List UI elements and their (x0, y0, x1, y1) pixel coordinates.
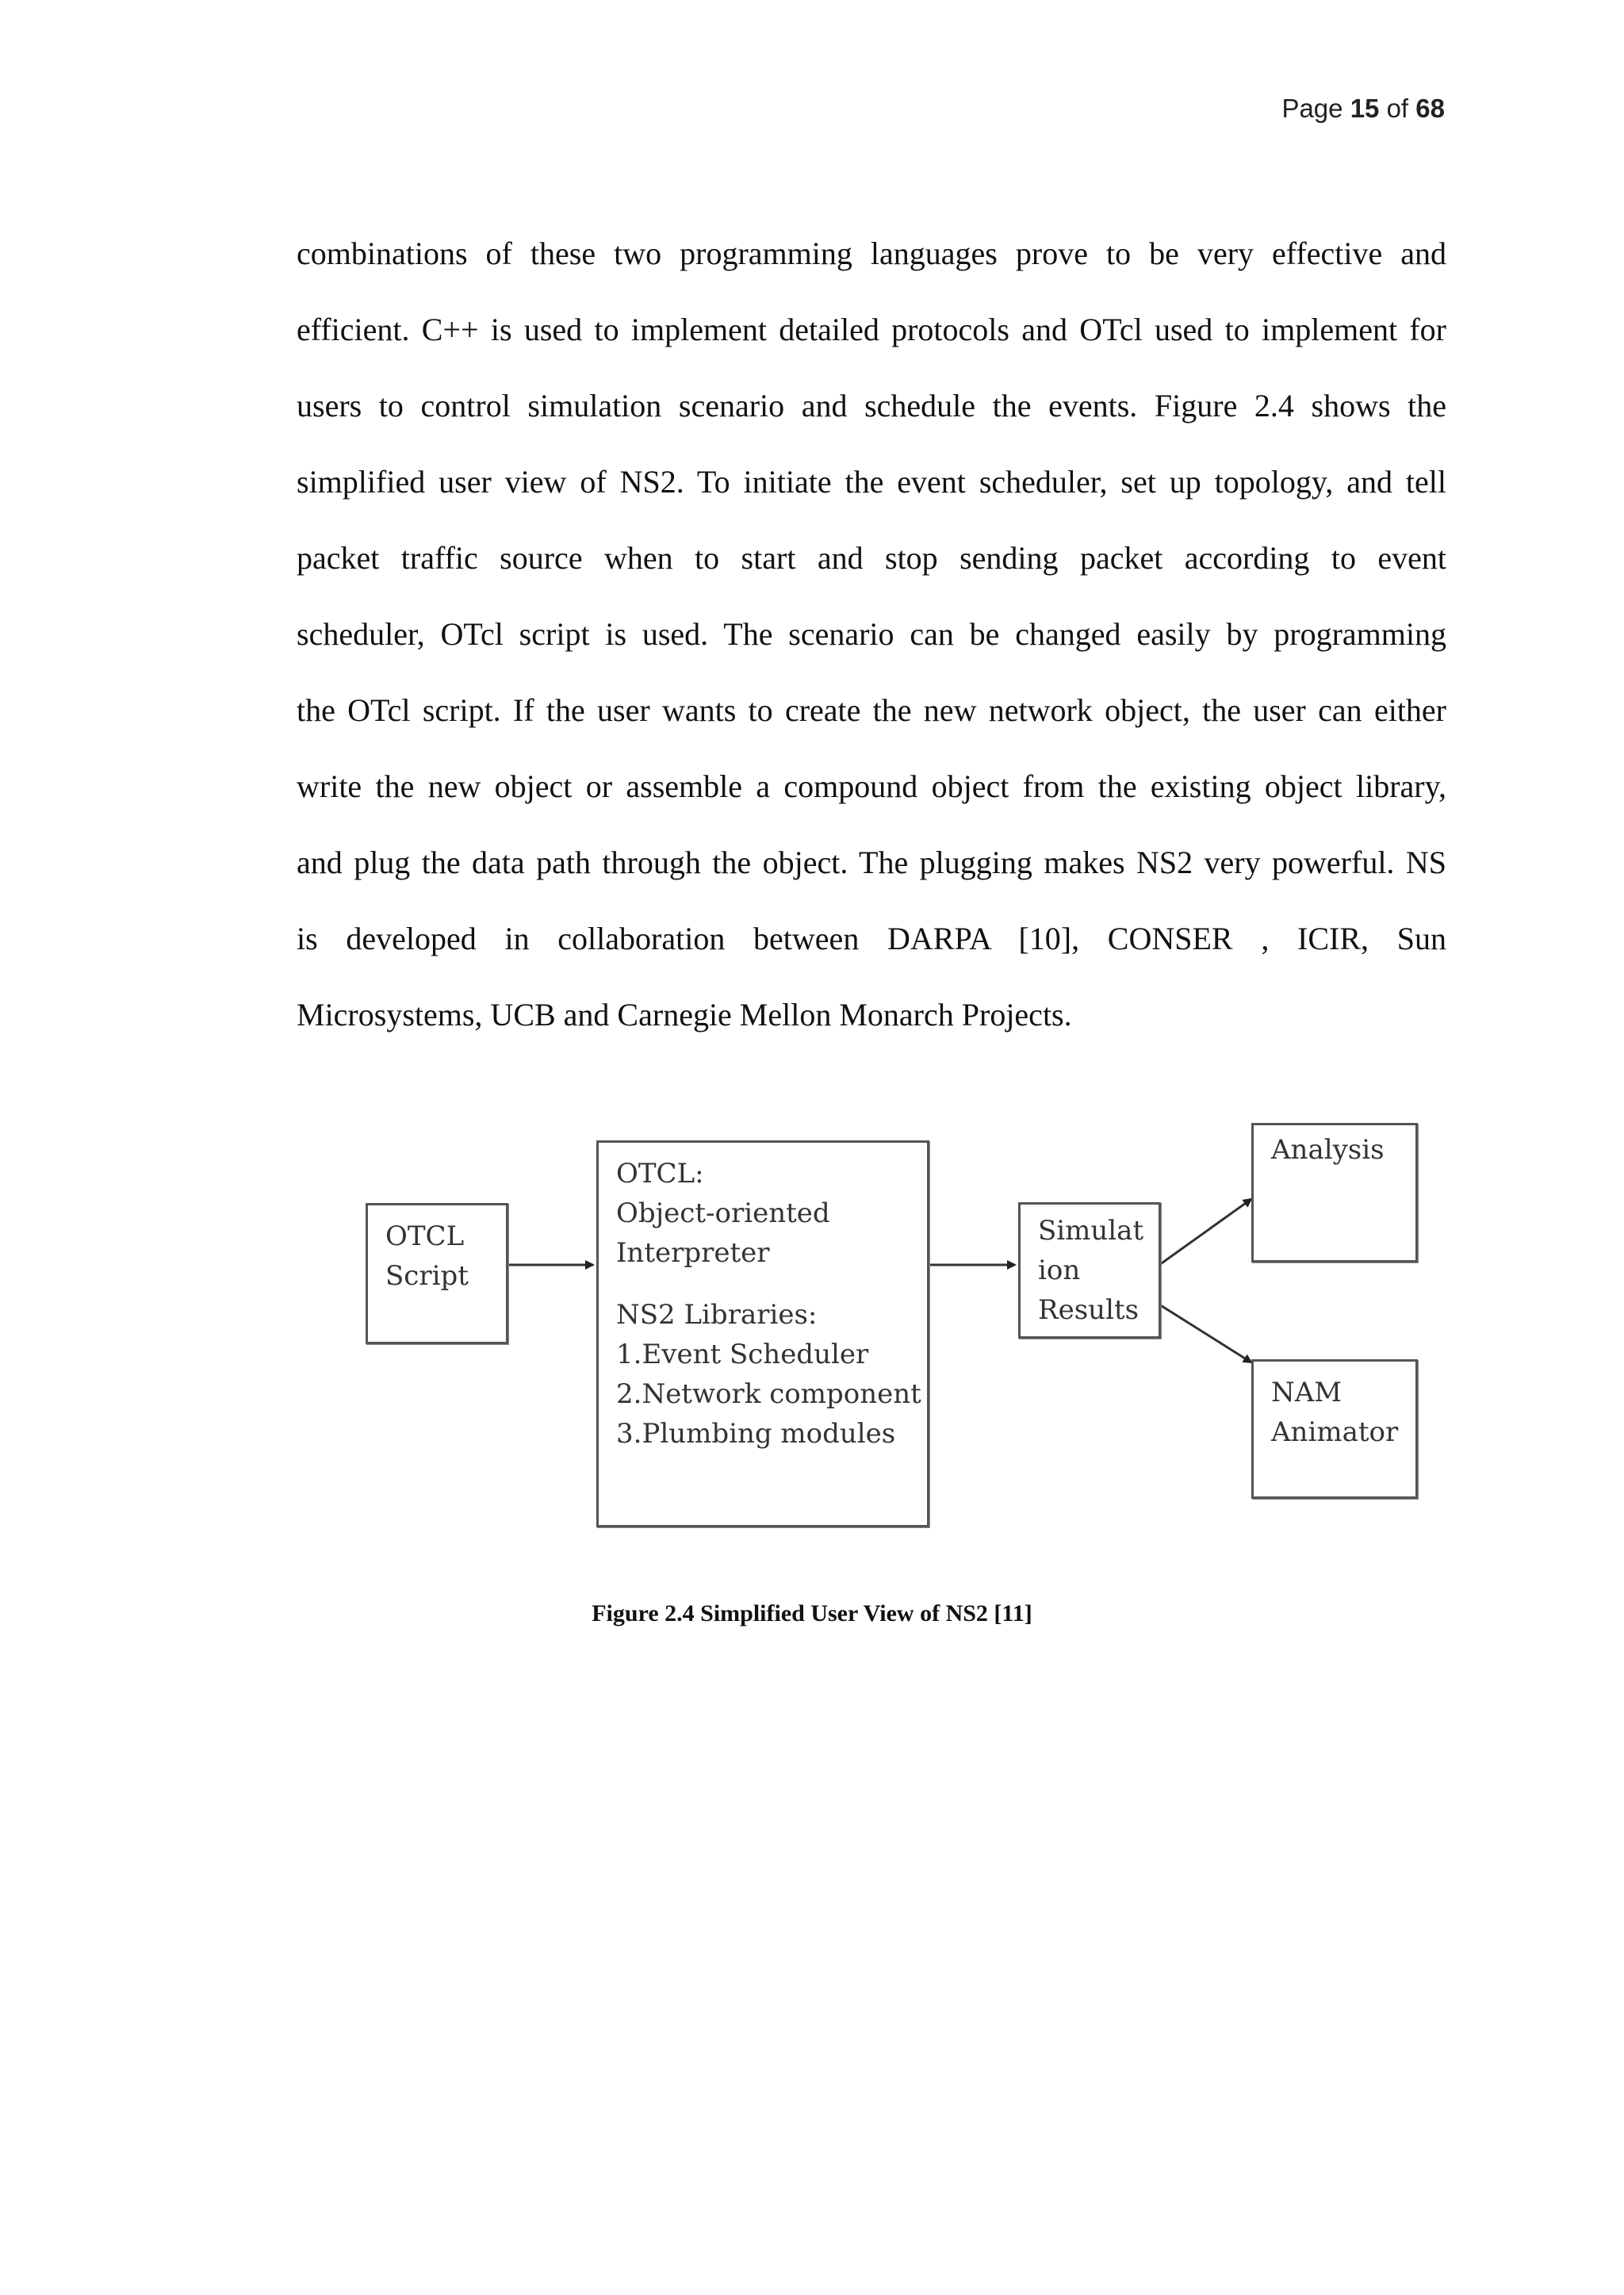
text-line: scheduler, OTcl script is used. The scenario can be changed easily by programming (297, 616, 1446, 652)
text-line: is developed in collaboration between DARPA [10], CONSER , ICIR, Sun (297, 921, 1446, 956)
box-line: Simulat (1038, 1215, 1144, 1247)
arrow-results-to-analysis (1159, 1199, 1251, 1265)
text-line: efficient. C++ is used to implement detailed protocols and OTcl used to implement for (297, 312, 1446, 347)
figure-caption: Figure 2.4 Simplified User View of NS2 [11] (592, 1600, 1032, 1626)
page-total: 68 (1415, 94, 1445, 123)
text-line: write the new object or assemble a compound object from the existing object library, (297, 768, 1446, 804)
page-of: of (1386, 94, 1409, 123)
analysis-box (1251, 1123, 1418, 1262)
page-current: 15 (1350, 94, 1380, 123)
box-line: Interpreter (616, 1237, 770, 1269)
box-line: 1.Event Scheduler (616, 1339, 869, 1370)
box-line: NAM (1271, 1377, 1342, 1408)
box-line: Results (1038, 1294, 1139, 1326)
box-line: 3.Plumbing modules (616, 1418, 896, 1450)
page-number (1281, 94, 1445, 124)
text-line: and plug the data path through the object. The plugging makes NS2 very powerful. NS (297, 845, 1446, 880)
body-paragraph (297, 216, 1446, 1053)
box-line: OTCL: (616, 1158, 704, 1190)
interpreter-box (596, 1140, 929, 1527)
box-line: 2.Network component (616, 1378, 921, 1410)
otcl-script-box (366, 1203, 508, 1344)
text-line: users to control simulation scenario and schedule the events. Figure 2.4 shows the (297, 388, 1446, 423)
text-line: Microsystems, UCB and Carnegie Mellon Monarch Projects. (297, 997, 1072, 1033)
box-line: NS2 Libraries: (616, 1299, 818, 1331)
box-line: Animator (1271, 1416, 1399, 1448)
box-line: Script (385, 1260, 469, 1292)
box-line: Analysis (1271, 1134, 1385, 1166)
box-line: ion (1038, 1255, 1081, 1286)
text-line: simplified user view of NS2. To initiate the event scheduler, set up topology, and tell (297, 464, 1446, 500)
arrow-results-to-nam (1159, 1305, 1251, 1362)
nam-animator-box (1251, 1359, 1418, 1499)
page-label: Page (1281, 94, 1343, 123)
text-line: the OTcl script. If the user wants to create the new network object, the user can either (297, 692, 1446, 728)
box-line: OTCL (385, 1220, 465, 1252)
simulation-results-box (1018, 1202, 1161, 1339)
text-line: packet traffic source when to start and stop sending packet according to event (297, 540, 1446, 576)
text-line: combinations of these two programming languages prove to be very effective and (297, 236, 1446, 271)
box-line: Object-oriented (616, 1197, 830, 1229)
